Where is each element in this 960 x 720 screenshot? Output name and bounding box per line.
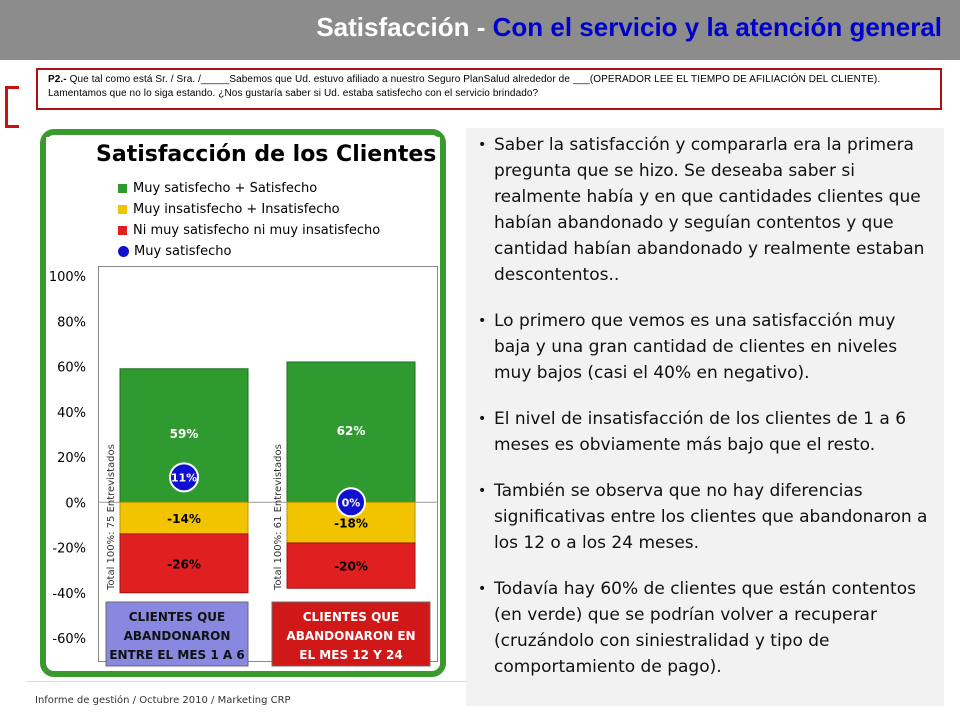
bar-label-unsatisfied: -18% xyxy=(334,516,368,531)
y-tick-label: -20% xyxy=(52,541,86,557)
y-tick-label: 40% xyxy=(57,405,86,421)
y-tick-label: 0% xyxy=(65,496,86,512)
commentary-item xyxy=(474,308,936,386)
y-tick-label: 20% xyxy=(57,451,86,466)
commentary-item xyxy=(474,132,936,288)
commentary-text: Lo primero que vemos es una satisfacción muy baja y una gran cantidad de clientes en niveles muy bajos (casi el 40% en negativo). xyxy=(494,311,898,383)
y-tick-label: 80% xyxy=(57,315,86,331)
category-label-line: ABANDONARON EN xyxy=(286,629,416,643)
commentary-text: Saber la satisfacción y compararla era la primera pregunta que se hizo. Se deseaba saber si realmente había y en que cantidades clientes que habían abandonado y seguían contentos y que cantidad habían abandonado y realmente estaban descontentos.. xyxy=(494,135,925,285)
bullet-icon: • xyxy=(478,137,487,153)
chart-title: Satisfacción de los Clientes xyxy=(96,142,437,167)
sample-size-label: Total 100%: 75 Entrevistados xyxy=(106,444,117,590)
page-title-part1: Satisfacción - xyxy=(316,12,493,42)
commentary-item xyxy=(474,478,936,556)
bar-label-unsatisfied: -14% xyxy=(167,512,201,527)
y-tick-label: 60% xyxy=(57,360,86,376)
sample-size-label: Total 100%: 61 Entrevistados xyxy=(273,444,284,590)
category-label-line: CLIENTES QUE xyxy=(128,610,226,624)
commentary-item xyxy=(474,406,936,458)
y-tick-label: 100% xyxy=(48,270,86,285)
legend-label-yellow: Muy insatisfecho + Insatisfecho xyxy=(133,202,340,217)
footer-divider xyxy=(26,681,466,682)
commentary-text: Todavía hay 60% de clientes que están contentos (en verde) que se podrían volver a recuperar (cruzándolo con siniestralidad y tipo de comportamiento de pago). xyxy=(494,579,916,677)
bullet-icon: • xyxy=(478,483,487,499)
footer-text: Informe de gestión / Octubre 2010 / Marketing CRP xyxy=(35,695,291,706)
bullet-icon: • xyxy=(478,313,487,329)
category-label-line: CLIENTES QUE xyxy=(302,610,400,624)
bar-label-neutral: -20% xyxy=(334,559,368,574)
bullet-icon: • xyxy=(478,411,487,427)
bar-label-satisfied: 59% xyxy=(169,427,199,442)
marker-label-very-satisfied: 0% xyxy=(341,496,361,510)
question-body: Que tal como está Sr. / Sra. /_____Sabemos que Ud. estuvo afiliado a nuestro Seguro PlanSalud alrededor de ___(OPERADOR LEE EL TIEMPO DE AFILIACIÓN DEL CLIENTE). Lamentamos que no lo siga estando. ¿Nos gustaría saber si Ud. estaba satisfecho con el servicio brindado? xyxy=(48,74,881,99)
category-label-line: ENTRE EL MES 1 A 6 xyxy=(109,648,245,662)
category-label-line: EL MES 12 Y 24 xyxy=(299,648,403,662)
marker-label-very-satisfied: 11% xyxy=(170,471,198,485)
commentary-list xyxy=(474,132,936,700)
y-tick-label: -60% xyxy=(52,632,86,647)
commentary-text: También se observa que no hay diferencias significativas entre los clientes que abandonaron a los 12 o a los 24 meses. xyxy=(494,481,928,553)
legend-label-red: Ni muy satisfecho ni muy insatisfecho xyxy=(133,223,381,238)
question-code: P2.- xyxy=(48,74,67,85)
bullet-icon: • xyxy=(478,581,487,597)
bar-label-neutral: -26% xyxy=(167,557,201,572)
legend-label-blue: Muy satisfecho xyxy=(134,244,232,259)
category-label-line: ABANDONARON xyxy=(123,629,231,643)
page-title-part2: Con el servicio y la atención general xyxy=(492,12,942,42)
commentary-text: El nivel de insatisfacción de los clientes de 1 a 6 meses es obviamente más bajo que el resto. xyxy=(494,409,907,455)
commentary-item xyxy=(474,576,936,680)
bar-label-satisfied: 62% xyxy=(336,423,366,438)
y-tick-label: -40% xyxy=(52,586,86,602)
legend-label-green: Muy satisfecho + Satisfecho xyxy=(133,181,318,196)
